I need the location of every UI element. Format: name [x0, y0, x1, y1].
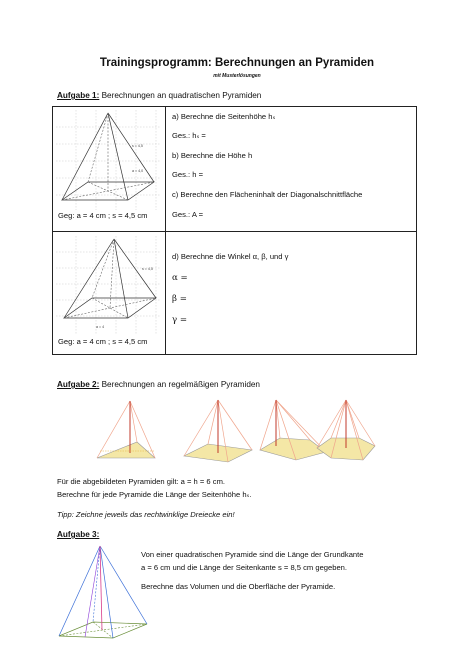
aufgabe3-text-2: a = 6 cm und die Länge der Seitenkante s = 8,5 cm gegeben. — [141, 563, 348, 572]
aufgabe2-heading — [57, 380, 260, 389]
table-row-divider — [52, 231, 416, 232]
figure2-label-a: a = 4 — [96, 325, 105, 329]
page-subtitle: mit Musterlösungen — [213, 73, 261, 79]
answer-c: Ges.: A = — [172, 210, 204, 219]
given-values-2: Geg: a = 4 cm ; s = 4,5 cm — [58, 337, 148, 346]
answer-b: Ges.: h = — [172, 170, 204, 179]
table-column-divider — [165, 106, 166, 354]
answer-a: Ges.: hₛ = — [172, 131, 206, 140]
square-pyramid-figure-3 — [55, 542, 155, 642]
aufgabe2-text-1: Für die abgebildeten Pyramiden gilt: a = h = 6 cm. — [57, 477, 226, 486]
aufgabe2-label: Aufgabe 2: — [57, 380, 100, 389]
regular-pyramid-hexagon — [313, 398, 381, 466]
pyramid-figure-2 — [56, 236, 161, 334]
figure1-label-s: s = 4,5 — [132, 144, 143, 148]
answer-alpha: α = — [172, 273, 188, 283]
aufgabe2-text-2: Berechne für jede Pyramide die Länge der Seitenhöhe hₛ. — [57, 490, 252, 499]
aufgabe1-heading — [57, 91, 261, 100]
given-values-1: Geg: a = 4 cm ; s = 4,5 cm — [58, 211, 148, 220]
page-title: Trainingsprogramm: Berechnungen an Pyramiden — [99, 57, 375, 69]
regular-pyramid-square — [182, 398, 254, 466]
aufgabe3-text-1: Von einer quadratischen Pyramide sind die Länge der Grundkante — [141, 550, 364, 559]
aufgabe1-label: Aufgabe 1: — [57, 91, 100, 100]
aufgabe2-title: Berechnungen an regelmäßigen Pyramiden — [101, 380, 260, 389]
figure1-label-a: a = 4,0 — [132, 169, 144, 173]
aufgabe3-text-3: Berechne das Volumen und die Oberfläche der Pyramide. — [141, 582, 336, 591]
answer-gamma: γ = — [172, 315, 188, 325]
aufgabe3-label: Aufgabe 3: — [57, 530, 100, 539]
task-b: b) Berechne die Höhe h — [172, 151, 253, 160]
regular-pyramid-triangle — [95, 398, 167, 466]
aufgabe3-heading — [57, 530, 99, 539]
figure2-label-s: s = 4,5 — [142, 267, 153, 271]
task-a: a) Berechne die Seitenhöhe hₛ — [172, 112, 276, 121]
answer-beta: β = — [172, 294, 187, 304]
aufgabe1-title: Berechnungen an quadratischen Pyramiden — [101, 91, 262, 100]
aufgabe2-tip: Tipp: Zeichne jeweils das rechtwinklige Dreiecke ein! — [57, 510, 235, 519]
task-d: d) Berechne die Winkel α, β, und γ — [172, 252, 289, 261]
pyramid-figure-1 — [56, 110, 161, 210]
task-c: c) Berechne den Flächeninhalt der Diagonalschnittfläche — [172, 190, 363, 199]
